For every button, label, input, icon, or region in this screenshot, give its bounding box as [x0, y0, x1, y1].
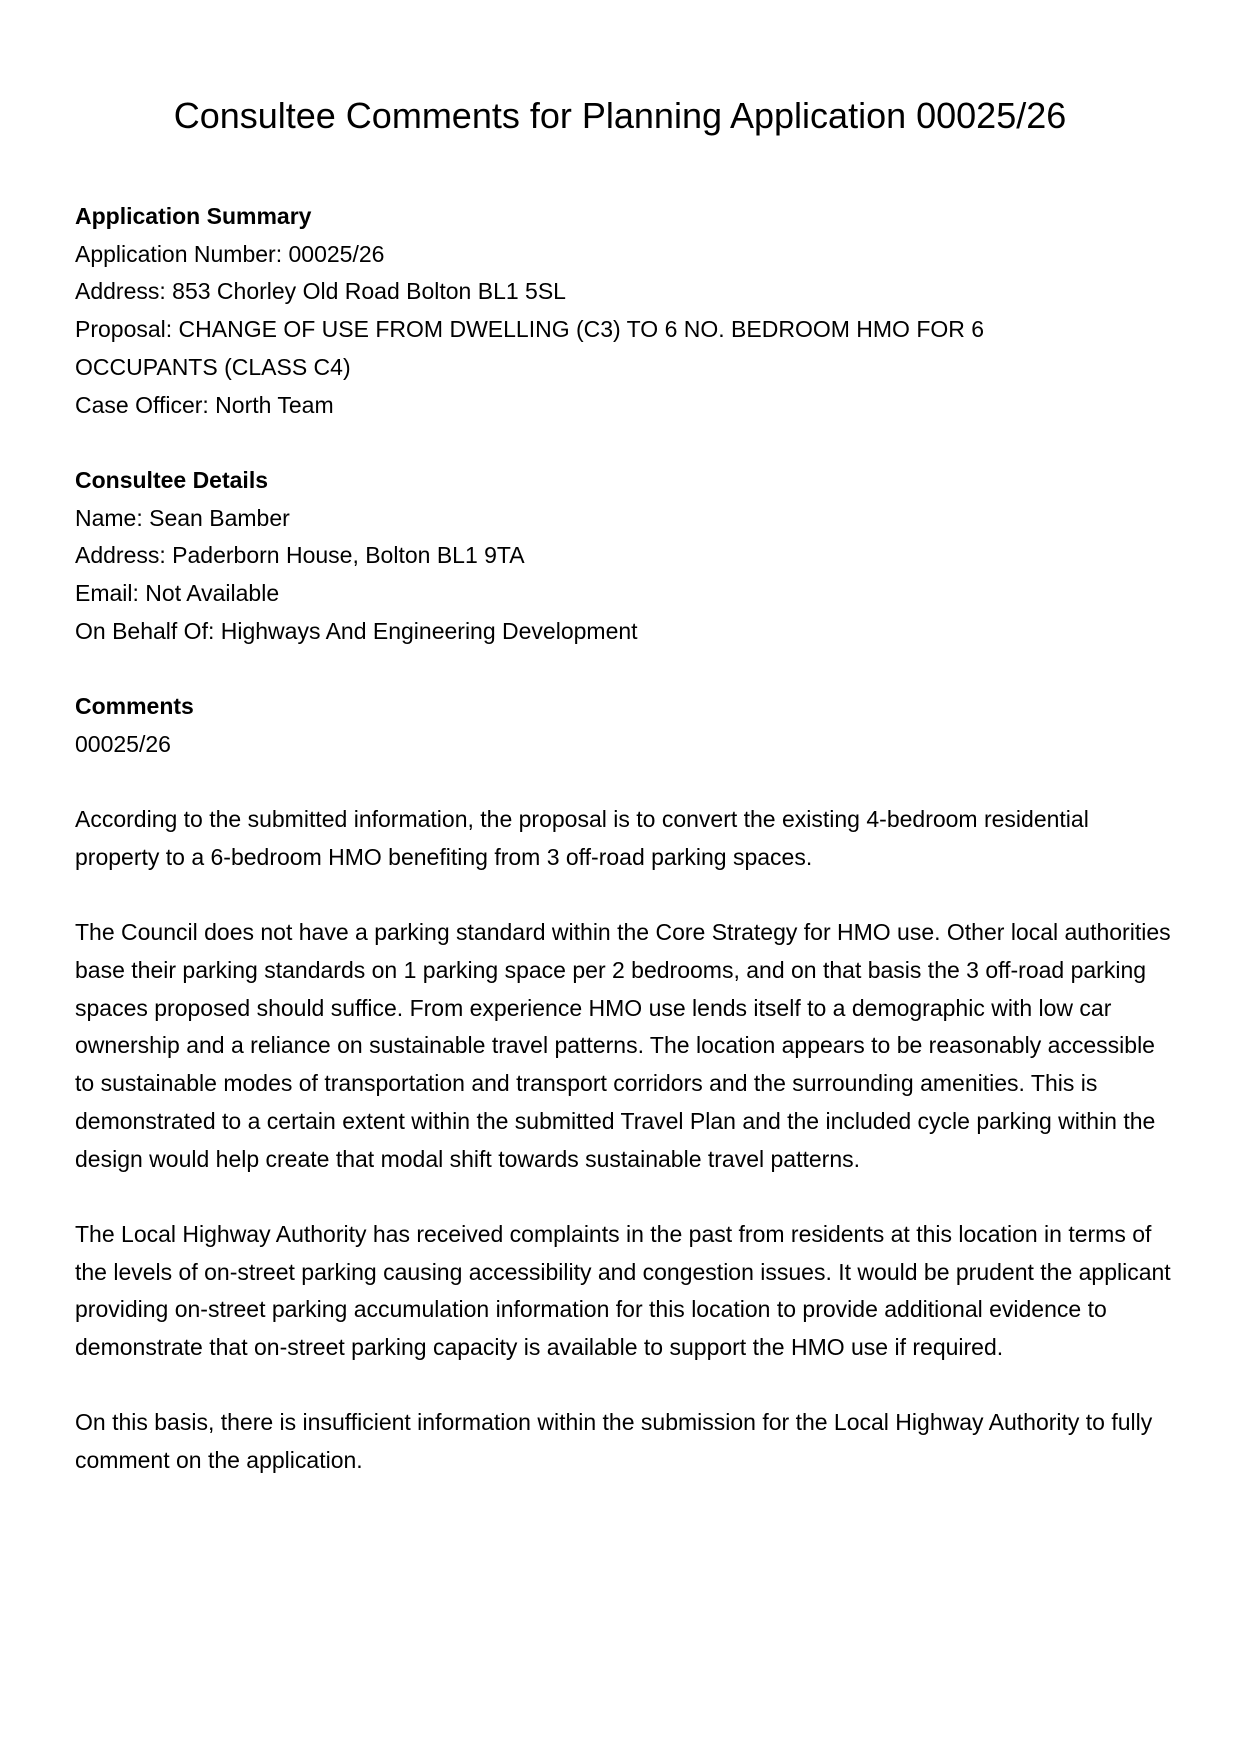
spacer: [75, 764, 1175, 802]
application-number: Application Number: 00025/26: [75, 240, 385, 267]
page-title: Consultee Comments for Planning Application 00025/26: [173, 95, 1067, 136]
application-address: Address: 853 Chorley Old Road Bolton BL1 5SL: [75, 278, 566, 305]
consultee-details-section: [75, 462, 1175, 651]
comments-heading: Comments: [75, 693, 194, 720]
consultee-details-heading: Consultee Details: [75, 466, 268, 493]
comment-paragraph-3: The Local Highway Authority has received complaints in the past from residents at this location in terms of the levels of on-street parking causing accessibility and congestion issues. It would be prudent the applicant providing on-street parking accumulation information for this location to provide additional evidence to demonstrate that on-street parking capacity is available to support the HMO use if required.: [75, 1220, 1171, 1361]
spacer: [75, 650, 1175, 688]
spacer: [75, 424, 1175, 462]
comment-paragraph-4: On this basis, there is insufficient information within the submission for the Local Highway Authority to fully comment on the application.: [75, 1409, 1153, 1474]
comment-paragraph-1: According to the submitted information, the proposal is to convert the existing 4-bedroom residential property to a 6-bedroom HMO benefiting from 3 off-road parking spaces.: [75, 806, 1089, 870]
consultee-on-behalf-of: On Behalf Of: Highways And Engineering Development: [75, 617, 638, 644]
consultee-address: Address: Paderborn House, Bolton BL1 9TA: [75, 542, 525, 569]
comments-reference: 00025/26: [75, 730, 171, 757]
consultee-email: Email: Not Available: [75, 580, 280, 607]
spacer: [75, 1367, 1175, 1405]
consultee-name: Name: Sean Bamber: [75, 504, 290, 531]
comment-paragraph-2: The Council does not have a parking standard within the Core Strategy for HMO use. Other local authorities base their parking standards on 1 parking space per 2 bedrooms, and on that basis the 3 off-road parking spaces proposed should suffice. From experience HMO use lends itself to a demographic with low car ownership and a reliance on sustainable travel patterns. The location appears to be reasonably accessible to sustainable modes of transportation and transport corridors and the surrounding amenities. This is demonstrated to a certain extent within the submitted Travel Plan and the included cycle parking within the design would help create that modal shift towards sustainable travel patterns.: [75, 919, 1171, 1172]
proposal-line-1: Proposal: CHANGE OF USE FROM DWELLING (C3) TO 6 NO. BEDROOM HMO FOR 6: [75, 316, 985, 343]
spacer: [75, 1178, 1175, 1216]
case-officer: Case Officer: North Team: [75, 391, 334, 418]
proposal-line-2: OCCUPANTS (CLASS C4): [75, 353, 351, 380]
document-body: [75, 198, 1175, 1480]
application-summary-heading: Application Summary: [75, 203, 312, 229]
comments-section: [75, 688, 1175, 1480]
spacer: [75, 877, 1175, 915]
application-summary-section: [75, 198, 1175, 424]
